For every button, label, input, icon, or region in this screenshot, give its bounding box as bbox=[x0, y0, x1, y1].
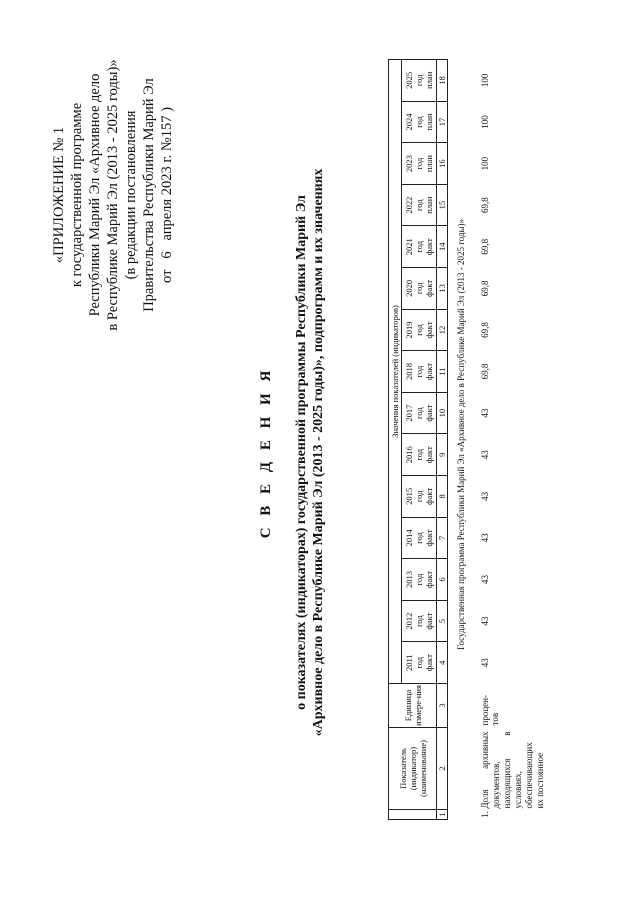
value-cell: 43 bbox=[480, 575, 490, 585]
title-line-2: «Архивное дело в Республике Марий Эл (2013 - 2025 годы)», подпрограмм и их значениях bbox=[311, 168, 326, 737]
value-cell: 43 bbox=[480, 658, 490, 668]
year-header-kind: год bbox=[414, 199, 424, 211]
indicators-table bbox=[388, 59, 546, 820]
year-header-kind: год bbox=[414, 74, 424, 87]
year-header-year: 2017 bbox=[404, 404, 414, 422]
resolution-date bbox=[158, 45, 176, 345]
value-cell: 69,8 bbox=[480, 280, 490, 297]
header-line: в Республике Марий Эл (2013 - 2025 годы)» bbox=[105, 59, 121, 331]
year-header-kind: год bbox=[414, 656, 424, 669]
column-number-cell: 12 bbox=[437, 309, 448, 351]
column-number-cell: 4 bbox=[437, 642, 448, 684]
column-number-cell: 1 bbox=[437, 810, 448, 820]
year-header-cell bbox=[402, 351, 437, 393]
year-header-year: 2015 bbox=[404, 487, 414, 505]
column-number-row bbox=[437, 59, 448, 819]
column-number-cell: 14 bbox=[437, 226, 448, 268]
value-cell: 69,8 bbox=[480, 322, 490, 338]
year-header-kind: год bbox=[414, 324, 424, 336]
table-row bbox=[474, 59, 546, 819]
year-header-year: 2025 bbox=[404, 71, 414, 89]
year-header-year: 2011 bbox=[404, 654, 414, 672]
year-header-status: факт bbox=[424, 363, 434, 381]
value-cell: 43 bbox=[480, 408, 490, 418]
year-header-kind: год bbox=[414, 116, 424, 128]
value-cell: 100 bbox=[480, 73, 490, 88]
year-header-kind: год bbox=[414, 157, 424, 170]
year-header-year: 2019 bbox=[404, 321, 414, 339]
year-header-status: факт bbox=[424, 321, 434, 339]
column-number-cell: 18 bbox=[437, 59, 448, 101]
title-heading: С В Е Д Е Н И Я bbox=[258, 366, 274, 539]
column-number-cell: 17 bbox=[437, 101, 448, 143]
year-header-year: 2013 bbox=[404, 571, 414, 589]
year-header-cell bbox=[402, 101, 437, 143]
title-line-1: о показателях (индикаторах) государственной программы Республики Марий Эл bbox=[294, 195, 309, 710]
value-cell: 43 bbox=[480, 491, 490, 501]
year-header-status: факт bbox=[424, 571, 434, 589]
header-cell-indicator: Показатель (индикатор) (наименование) bbox=[389, 728, 437, 810]
column-number-cell: 13 bbox=[437, 268, 448, 310]
year-header-cell bbox=[402, 143, 437, 185]
header-cell-number bbox=[389, 810, 437, 820]
year-header-kind: год bbox=[414, 282, 424, 295]
year-header-year: 2022 bbox=[404, 196, 414, 214]
year-header-kind: год bbox=[414, 573, 424, 586]
year-header-kind: год bbox=[414, 532, 424, 544]
year-header-status: факт bbox=[424, 487, 434, 505]
year-header-cell bbox=[402, 59, 437, 101]
program-row bbox=[448, 59, 475, 819]
value-cell: 100 bbox=[480, 115, 490, 129]
year-header-year: 2018 bbox=[404, 363, 414, 381]
year-header-status: план bbox=[424, 71, 434, 89]
year-header-year: 2020 bbox=[404, 279, 414, 297]
value-cell: 43 bbox=[480, 450, 490, 460]
program-title: Государственная программа Республики Марий Эл «Архивное дело в Республике Марий Эл (2013 - 2025 годы)» bbox=[456, 218, 466, 650]
value-cell: 43 bbox=[480, 533, 490, 543]
resolution-number: №157 ) bbox=[159, 107, 175, 152]
header-line: «ПРИЛОЖЕНИЕ № 1 bbox=[51, 126, 67, 264]
column-number-cell: 16 bbox=[437, 143, 448, 185]
column-number-cell: 2 bbox=[437, 728, 448, 810]
column-number-cell: 10 bbox=[437, 392, 448, 434]
year-header-year: 2021 bbox=[404, 238, 414, 256]
year-header-kind: год bbox=[414, 490, 424, 503]
year-header-year: 2014 bbox=[404, 529, 414, 547]
row-number: 1. bbox=[480, 811, 490, 818]
header-cell-values: Значения показателей (индикаторов) bbox=[389, 59, 402, 683]
year-header-cell bbox=[402, 600, 437, 642]
year-header-cell bbox=[402, 392, 437, 434]
value-cell: 100 bbox=[480, 156, 490, 171]
year-header-cell bbox=[402, 268, 437, 310]
column-number-cell: 8 bbox=[437, 476, 448, 518]
column-number-cell: 3 bbox=[437, 684, 448, 728]
year-header-year: 2024 bbox=[404, 113, 414, 131]
year-header-cell bbox=[402, 559, 437, 601]
year-header-cell bbox=[402, 184, 437, 226]
header-line: к государственной программе bbox=[69, 102, 85, 288]
year-header-year: 2012 bbox=[404, 612, 414, 630]
year-header-status: факт bbox=[424, 529, 434, 547]
year-header-kind: год bbox=[414, 407, 424, 419]
year-header-status: план bbox=[424, 113, 434, 131]
header-line: Республики Марий Эл «Архивное дело bbox=[87, 73, 103, 317]
column-number-cell: 7 bbox=[437, 517, 448, 559]
date-prefix: от bbox=[159, 269, 175, 283]
appendix-header bbox=[50, 45, 176, 345]
row-unit: процен-тов bbox=[480, 695, 500, 726]
column-number-cell: 15 bbox=[437, 184, 448, 226]
value-cell: 43 bbox=[480, 616, 490, 626]
header-line: (в редакции постановления bbox=[123, 110, 139, 280]
row-indicator-name: Доля архивных документов, находящихся в условиях, обеспечивающих их постоянное bbox=[480, 731, 545, 809]
year-header-status: факт bbox=[424, 654, 434, 672]
document-title bbox=[258, 100, 327, 805]
column-number-cell: 9 bbox=[437, 434, 448, 476]
year-header-kind: год bbox=[414, 615, 424, 627]
value-cell: 69,8 bbox=[480, 197, 490, 214]
value-cell: 69,8 bbox=[480, 363, 490, 380]
column-number-cell: 5 bbox=[437, 600, 448, 642]
year-header-cell bbox=[402, 226, 437, 268]
year-header-status: факт bbox=[424, 446, 434, 464]
year-header-status: факт bbox=[424, 404, 434, 422]
year-header-status: план bbox=[424, 196, 434, 214]
year-header-year: 2016 bbox=[404, 446, 414, 464]
year-header-kind: год bbox=[414, 240, 424, 253]
year-header-year: 2023 bbox=[404, 155, 414, 173]
column-number-cell: 6 bbox=[437, 559, 448, 601]
header-cell-unit: Единица измере-ния bbox=[389, 684, 437, 728]
year-header-cell bbox=[402, 642, 437, 684]
year-header-status: факт bbox=[424, 612, 434, 630]
header-line: Правительства Республики Марий Эл bbox=[141, 78, 157, 312]
year-header-cell bbox=[402, 434, 437, 476]
year-header-cell bbox=[402, 517, 437, 559]
value-cell: 69,8 bbox=[480, 238, 490, 255]
date-month-year: апреля 2023 г. bbox=[159, 154, 175, 241]
year-header-status: факт bbox=[424, 279, 434, 297]
year-header-cell bbox=[402, 476, 437, 518]
column-number-cell: 11 bbox=[437, 351, 448, 393]
year-header-status: план bbox=[424, 155, 434, 173]
year-header-kind: год bbox=[414, 365, 424, 378]
date-day: 6 bbox=[159, 251, 175, 259]
year-header-kind: год bbox=[414, 448, 424, 461]
year-header-status: факт bbox=[424, 238, 434, 256]
year-header-cell bbox=[402, 309, 437, 351]
